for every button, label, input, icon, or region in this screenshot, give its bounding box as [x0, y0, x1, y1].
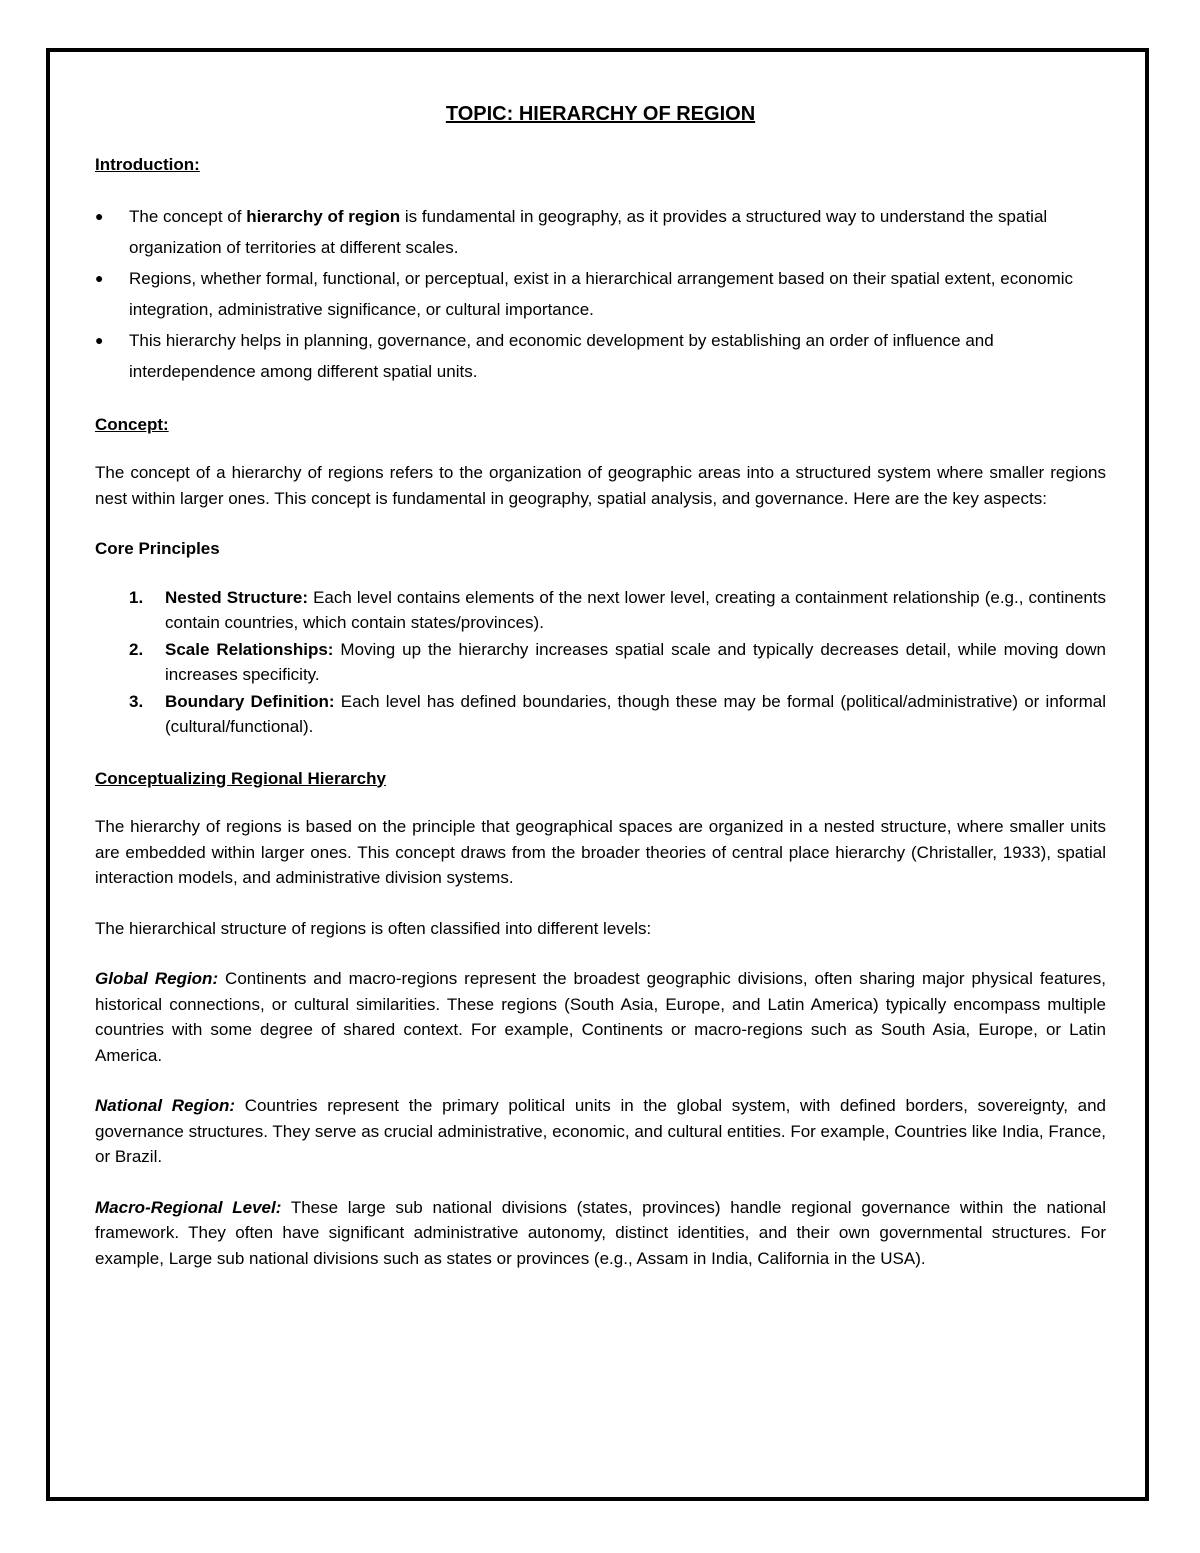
- list-item: 2. Scale Relationships: Moving up the hierarchy increases spatial scale and typically decreases detail, while moving down increases specificity.: [129, 639, 1107, 684]
- core-principles-heading: Core Principles: [95, 539, 220, 558]
- list-item: 3. Boundary Definition: Each level has defined boundaries, though these may be formal (political/administrative) or informal (cultural/functional).: [129, 691, 1106, 736]
- introduction-heading: Introduction:: [95, 155, 200, 174]
- levels-intro-paragraph: The hierarchical structure of regions is often classified into different levels:: [95, 918, 652, 938]
- bullet-icon: ●: [95, 331, 104, 348]
- conceptualizing-heading: Conceptualizing Regional Hierarchy: [95, 768, 386, 788]
- bullet-icon: ●: [95, 269, 104, 286]
- concept-heading: Concept:: [95, 414, 169, 434]
- national-region-paragraph: National Region: Countries represent the primary political units in the global system, with defined borders, sovereignty, and governance structures. They serve as crucial administrative, economic, and cultural entities. For example, Countries like India, France, or Brazil.: [95, 1096, 1106, 1166]
- macro-regional-paragraph: Macro-Regional Level: These large sub national divisions (states, provinces) handle regional governance within the national framework. They often have significant administrative autonomy, distinct identities, and their own governmental structures. For example, Large sub national divisions such as states or provinces (e.g., Assam in India, California in the USA).: [95, 1197, 1107, 1268]
- document-body: [95, 100, 1106, 1296]
- list-item: ● This hierarchy helps in planning, governance, and economic development by establishing an order of influence and interdependence among different spatial units.: [95, 325, 1106, 387]
- core-principles-list: [95, 585, 1106, 740]
- list-item: ● The concept of hierarchy of region is fundamental in geography, as it provides a structured way to understand the spatial organization of territories at different scales.: [95, 201, 1106, 263]
- global-region-paragraph: Global Region: Continents and macro-regions represent the broadest geographic divisions, often sharing major physical features, historical connections, or cultural similarities. These regions (South Asia, Europe, and Latin America) typically encompass multiple countries with some degree of shared context. For example, Continents or macro-regions such as South Asia, Europe, or Latin America.: [95, 969, 1106, 1065]
- page-title: TOPIC: HIERARCHY OF REGION: [445, 103, 756, 125]
- concept-paragraph: The concept of a hierarchy of regions refers to the organization of geographic areas into a structured system where smaller regions nest within larger ones. This concept is fundamental in geography, spatial analysis, and governance. Here are the key aspects:: [95, 463, 1106, 508]
- list-item: 1. Nested Structure: Each level contains elements of the next lower level, creating a containment relationship (e.g., continents contain countries, which contain states/provinces).: [129, 587, 1107, 632]
- bullet-icon: ●: [95, 207, 104, 224]
- conceptualizing-paragraph: The hierarchy of regions is based on the principle that geographical spaces are organized in a nested structure, where smaller units are embedded within larger ones. This concept draws from the broader theories of central place hierarchy (Christaller, 1933), spatial interaction models, and administrative division systems.: [95, 817, 1106, 887]
- list-item: ● Regions, whether formal, functional, or perceptual, exist in a hierarchical arrangement based on their spatial extent, economic integration, administrative significance, or cultural importance.: [95, 263, 1106, 325]
- introduction-list: [95, 201, 1106, 387]
